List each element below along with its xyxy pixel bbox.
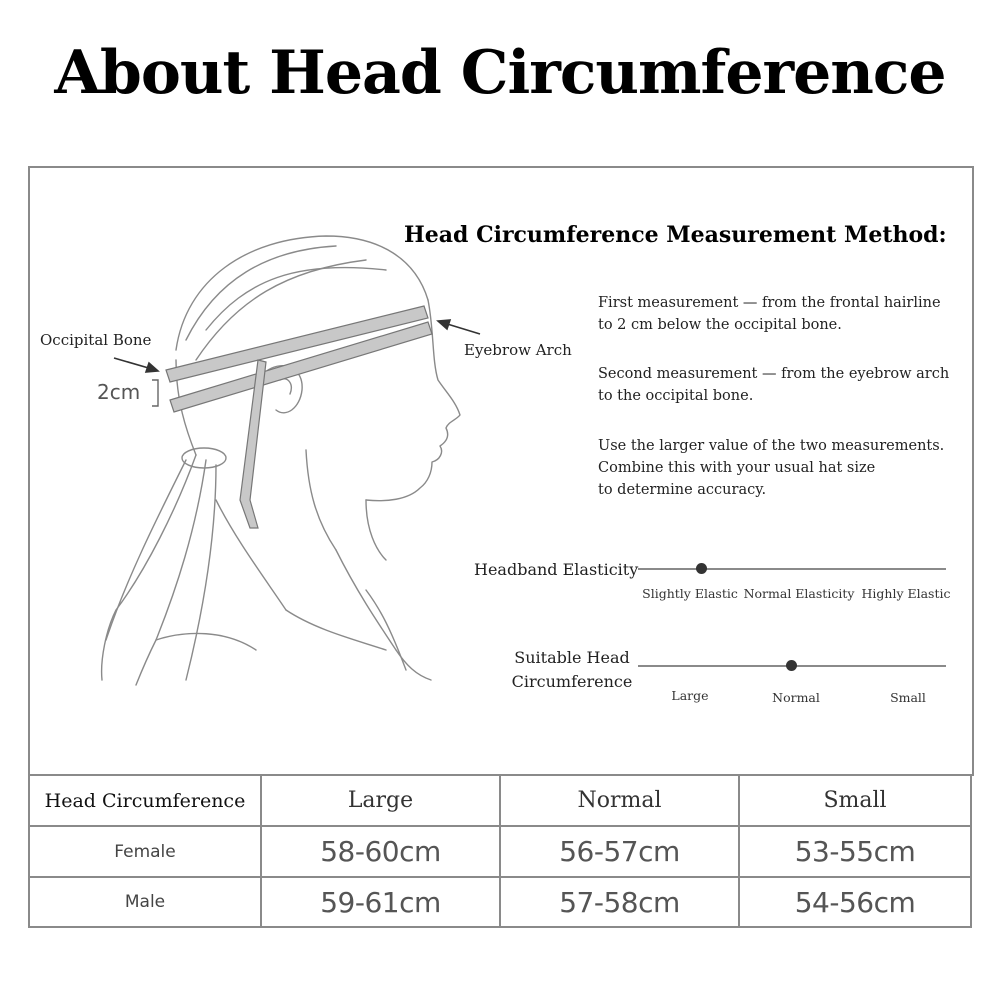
elasticity-tick-normal: Normal Elasticity [743, 586, 855, 601]
method-paragraph-3 [598, 435, 958, 501]
table-cell: 57-58cm [500, 877, 739, 927]
elasticity-tick-high: Highly Elastic [861, 586, 951, 601]
table-row [29, 826, 971, 877]
table-cell: 53-55cm [739, 826, 971, 877]
elasticity-label: Headband Elasticity [474, 560, 639, 579]
paragraph-line: to determine accuracy. [598, 482, 767, 498]
paragraph-line: to 2 cm below the occipital bone. [598, 317, 842, 333]
elasticity-tick-slight: Slightly Elastic [642, 586, 738, 601]
table-cell: 56-57cm [500, 826, 739, 877]
suitable-marker [786, 660, 797, 671]
header-cell-small: Small [739, 775, 971, 826]
table-row [29, 877, 971, 927]
two-cm-label: 2cm [97, 380, 141, 404]
suitable-label-line2: Circumference [511, 672, 633, 691]
table-cell: 54-56cm [739, 877, 971, 927]
suitable-label [510, 646, 634, 694]
header-cell-head-circumference: Head Circumference [29, 775, 261, 826]
head-measurement-illustration [36, 210, 566, 690]
paragraph-line: to the occipital bone. [598, 388, 754, 404]
method-paragraph-1 [598, 292, 958, 336]
table-header-row [29, 775, 971, 826]
suitable-tick-small: Small [890, 690, 926, 705]
suitable-tick-normal: Normal [772, 690, 820, 705]
elasticity-track [638, 568, 946, 570]
suitable-tick-large: Large [671, 688, 709, 703]
paragraph-line: Combine this with your usual hat size [598, 460, 876, 476]
table-cell: 59-61cm [261, 877, 500, 927]
paragraph-line: First measurement — from the frontal hairline [598, 295, 941, 311]
row-label-female: Female [29, 826, 261, 877]
size-table [28, 774, 972, 928]
row-label-male: Male [29, 877, 261, 927]
header-cell-normal: Normal [500, 775, 739, 826]
method-title: Head Circumference Measurement Method: [404, 222, 947, 248]
eyebrow-arch-label: Eyebrow Arch [464, 341, 572, 359]
header-cell-large: Large [261, 775, 500, 826]
elasticity-marker [696, 563, 707, 574]
suitable-label-line1: Suitable Head [514, 648, 630, 667]
table-cell: 58-60cm [261, 826, 500, 877]
method-paragraph-2 [598, 363, 958, 407]
occipital-bone-label: Occipital Bone [40, 331, 152, 349]
measuring-tape-icon [166, 306, 432, 528]
paragraph-line: Use the larger value of the two measurements. [598, 438, 945, 454]
page-title: About Head Circumference [54, 38, 946, 108]
paragraph-line: Second measurement — from the eyebrow arch [598, 366, 950, 382]
